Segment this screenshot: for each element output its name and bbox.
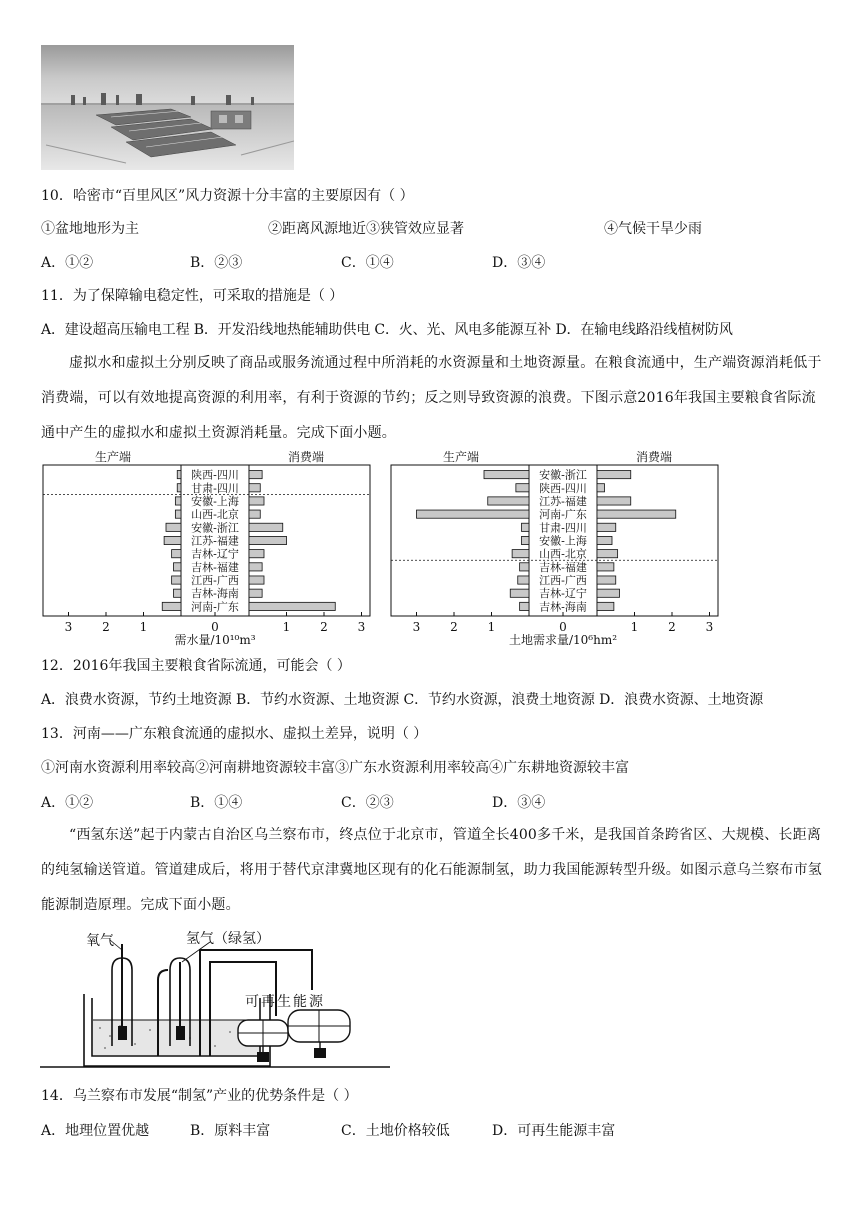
- producer-bar: [164, 536, 181, 544]
- tick-label: 2: [102, 620, 110, 634]
- x-axis-label: 需水量/10¹⁰m³: [174, 633, 256, 647]
- category-label: 江西-广西: [191, 574, 239, 588]
- q13-choice-c[interactable]: C．②③: [341, 795, 394, 811]
- facility-photo: [41, 45, 294, 170]
- tick-label: 0: [559, 620, 567, 634]
- category-label: 甘肃-四川: [539, 521, 587, 535]
- tick-label: 0: [211, 620, 219, 634]
- producer-bar: [512, 550, 529, 558]
- category-label: 吉林-海南: [191, 587, 239, 601]
- consumer-bar: [249, 602, 335, 610]
- producer-bar: [172, 550, 181, 558]
- category-label: 安徽-浙江: [191, 521, 239, 535]
- tick-label: 2: [668, 620, 676, 634]
- q11-options[interactable]: A．建设超高压输电工程 B．开发沿线地热能辅助供电 C．火、光、风电多能源互补 D．在输电线路沿线植树防风: [41, 322, 733, 338]
- producer-bar: [520, 563, 529, 571]
- tick-label: 3: [357, 620, 366, 634]
- consumer-header: 消费端: [636, 450, 673, 464]
- producer-bar: [484, 471, 529, 479]
- q14-stem: 14．乌兰察布市发展“制氢”产业的优势条件是（ ）: [41, 1088, 358, 1104]
- virtual-land-chart: [388, 449, 723, 647]
- producer-bar: [522, 523, 530, 531]
- consumer-bar: [249, 484, 260, 492]
- category-label: 山西-北京: [191, 508, 239, 522]
- tick-label: 1: [282, 620, 291, 634]
- producer-bar: [175, 497, 181, 505]
- q13-choice-b[interactable]: B．①④: [190, 795, 243, 811]
- q14-choice-b[interactable]: B．原料丰富: [190, 1123, 271, 1139]
- consumer-bar: [597, 523, 616, 531]
- category-label: 江苏-福建: [539, 494, 587, 508]
- q10-choice-b[interactable]: B．②③: [190, 255, 243, 271]
- consumer-bar: [597, 510, 676, 518]
- producer-bar: [417, 510, 530, 518]
- producer-bar: [174, 563, 182, 571]
- q14-choice-c[interactable]: C．土地价格较低: [341, 1123, 450, 1139]
- consumer-bar: [597, 589, 620, 597]
- producer-bar: [175, 510, 181, 518]
- consumer-bar: [249, 563, 262, 571]
- q10-stem: 10．哈密市“百里风区”风力资源十分丰富的主要原因有（ ）: [41, 188, 414, 204]
- consumer-bar: [597, 602, 614, 610]
- hydrogen-diagram: [40, 928, 390, 1070]
- consumer-bar: [597, 471, 631, 479]
- consumer-header: 消费端: [288, 450, 325, 464]
- tick-label: 2: [450, 620, 458, 634]
- consumer-bar: [249, 510, 260, 518]
- category-label: 吉林-海南: [539, 600, 587, 614]
- hydrogen-label: 氢气（绿氢）: [186, 931, 270, 947]
- category-label: 甘肃-四川: [191, 481, 239, 495]
- category-label: 江苏-福建: [191, 534, 239, 548]
- producer-bar: [174, 589, 182, 597]
- consumer-bar: [597, 536, 612, 544]
- consumer-bar: [249, 589, 262, 597]
- producer-bar: [510, 589, 529, 597]
- q14-choice-d[interactable]: D．可再生能源丰富: [492, 1123, 616, 1139]
- producer-bar: [177, 484, 181, 492]
- category-label: 吉林-辽宁: [191, 547, 239, 561]
- consumer-bar: [249, 523, 283, 531]
- passage-hydrogen: “西氢东送”起于内蒙古自治区乌兰察布市，终点位于北京市，管道全长400多千米，是我国首条跨省区、大规模、长距离的纯氢输送管道。管道建成后，将用于替代京津冀地区现有的化石能源制氢，助力我国能源转型升级。如图示意乌兰察布市氢能源制造原理。完成下面小题。: [41, 827, 822, 913]
- q10-choice-d[interactable]: D．③④: [492, 255, 546, 271]
- q13-stem: 13．河南——广东粮食流通的虚拟水、虚拟土差异，说明（ ）: [41, 726, 428, 742]
- tick-label: 1: [487, 620, 496, 634]
- consumer-bar: [249, 497, 264, 505]
- renewable-label: 可再生能源: [245, 994, 325, 1010]
- tick-label: 1: [630, 620, 639, 634]
- q12-options[interactable]: A．浪费水资源，节约土地资源 B．节约水资源、土地资源 C．节约水资源，浪费土地资源 D．浪费水资源、土地资源: [41, 692, 764, 708]
- tick-label: 3: [412, 620, 421, 634]
- consumer-bar: [597, 576, 616, 584]
- q10-choice-c[interactable]: C．①④: [341, 255, 394, 271]
- q10-choice-a[interactable]: A．①②: [41, 255, 94, 271]
- x-axis-label: 土地需求量/10⁶hm²: [508, 633, 618, 647]
- consumer-bar: [249, 471, 262, 479]
- consumer-bar: [597, 563, 614, 571]
- category-label: 江西-广西: [539, 574, 587, 588]
- q13-choice-a[interactable]: A．①②: [41, 795, 94, 811]
- tick-label: 3: [64, 620, 73, 634]
- category-label: 吉林-辽宁: [539, 587, 587, 601]
- oxygen-label: 氧气: [86, 933, 114, 949]
- tick-label: 1: [139, 620, 148, 634]
- q14-choice-a[interactable]: A．地理位置优越: [41, 1123, 150, 1139]
- virtual-water-chart: [40, 449, 375, 647]
- q13-statements: ①河南水资源利用率较高②河南耕地资源较丰富③广东水资源利用率较高④广东耕地资源较丰富: [41, 760, 629, 776]
- q11-stem: 11．为了保障输电稳定性，可采取的措施是（ ）: [41, 288, 344, 304]
- category-label: 安徽-上海: [539, 534, 587, 548]
- q10-option-2-3: ②距离风源地近③狭管效应显著: [268, 221, 464, 237]
- category-label: 河南-广东: [539, 508, 587, 522]
- category-label: 山西-北京: [539, 547, 587, 561]
- consumer-bar: [597, 484, 605, 492]
- tick-label: 3: [705, 620, 714, 634]
- category-label: 河南-广东: [191, 600, 239, 614]
- tick-label: 2: [320, 620, 328, 634]
- producer-bar: [162, 602, 181, 610]
- q10-option-1: ①盆地地形为主: [41, 221, 139, 237]
- producer-header: 生产端: [95, 450, 132, 464]
- passage-virtual-water: 虚拟水和虚拟土分别反映了商品或服务流通过程中所消耗的水资源量和土地资源量。在粮食流通中，生产端资源消耗低于消费端，可以有效地提高资源的利用率，有利于资源的节约；反之则导致资源的浪费。下图示意2016年我国主要粮食省际流通中产生的虚拟水和虚拟土资源消耗量。完成下面小题。: [41, 355, 822, 441]
- category-label: 安徽-浙江: [539, 468, 587, 482]
- q10-option-4: ④气候干旱少雨: [604, 221, 702, 237]
- consumer-bar: [249, 536, 287, 544]
- consumer-bar: [249, 550, 264, 558]
- q12-stem: 12．2016年我国主要粮食省际流通，可能会（ ）: [41, 658, 351, 674]
- producer-bar: [518, 576, 529, 584]
- producer-bar: [520, 602, 529, 610]
- category-label: 吉林-福建: [191, 560, 239, 574]
- q13-choice-d[interactable]: D．③④: [492, 795, 546, 811]
- consumer-bar: [249, 576, 264, 584]
- category-label: 陕西-四川: [539, 481, 587, 495]
- producer-bar: [522, 536, 530, 544]
- consumer-bar: [597, 550, 618, 558]
- producer-bar: [166, 523, 181, 531]
- producer-bar: [488, 497, 529, 505]
- producer-bar: [177, 471, 181, 479]
- category-label: 吉林-福建: [539, 560, 587, 574]
- producer-bar: [172, 576, 181, 584]
- category-label: 安徽-上海: [191, 494, 239, 508]
- category-label: 陕西-四川: [191, 468, 239, 482]
- consumer-bar: [597, 497, 631, 505]
- producer-header: 生产端: [443, 450, 480, 464]
- producer-bar: [516, 484, 529, 492]
